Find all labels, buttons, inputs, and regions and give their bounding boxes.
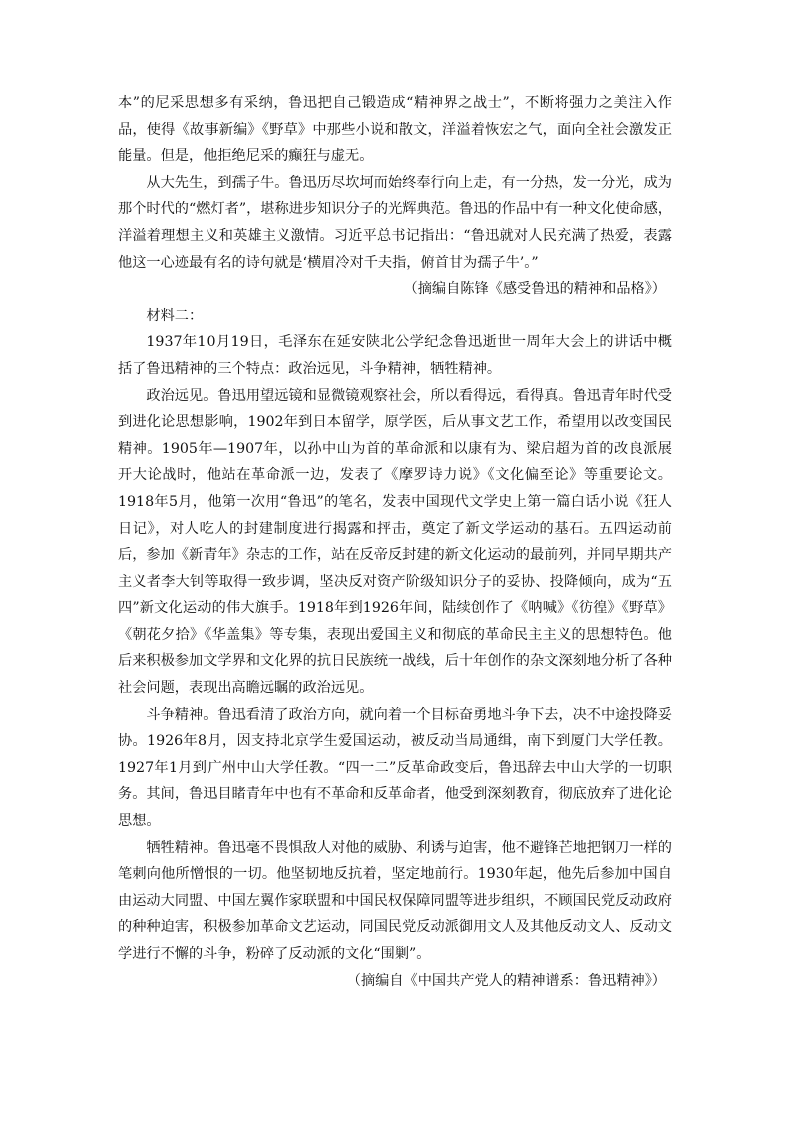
source-citation: （摘编自陈锋《感受鲁迅的精神和品格》） — [403, 281, 666, 298]
paragraph-body: 牺牲精神。鲁迅毫不畏惧敌人对他的威胁、利诱与迫害，他不避锋芒地把钢刀一样的笔刺向他所憎恨的一切。他坚韧地反抗着，坚定地前行。1930年起，他先后参加中国自由运动大同盟、中国左翼作家联盟和中国民权保障同盟等进步组织，不顾国民党反动政府的种种迫害，积极参加革命文艺运动，同国民党反动派御用文人及其他反动文人、反动文学进行不懈的斗争，粉碎了反动派的文化“围剿”。 — [118, 839, 672, 962]
paragraph-continuation: 本”的尼采思想多有采纳，鲁迅把自己锻造成“精神界之战士”，不断将强力之美注入作品，使得《故事新编》《野草》中那些小说和散文，洋溢着恢宏之气，面向全社会激发正能量。但是，他拒绝尼采的癫狂与虚无。 — [118, 95, 672, 165]
source-citation: （摘编自《中国共产党人的精神谱系：鲁迅精神》） — [346, 972, 666, 989]
paragraph-body: 斗争精神。鲁迅看清了政治方向，就向着一个目标奋勇地斗争下去，决不中途投降妥协。1926年8月，因支持北京学生爱国运动，被反动当局通缉，南下到厦门大学任教。1927年1月到广州中山大学任教。“四一二”反革命政变后，鲁迅辞去中山大学的一切职务。其间，鲁迅目睹青年中也有不革命和反革命者，他受到深刻教育，彻底放弃了进化论思想。 — [118, 706, 672, 830]
document-page — [118, 90, 672, 994]
section-heading: 材料二： — [146, 307, 204, 324]
paragraph-body: 1937年10月19日，毛泽东在延安陕北公学纪念鲁迅逝世一周年大会上的讲话中概括了鲁迅精神的三个特点：政治远见，斗争精神，牺牲精神。 — [118, 334, 672, 377]
paragraph-body: 政治远见。鲁迅用望远镜和显微镜观察社会，所以看得远，看得真。鲁迅青年时代受到进化论思想影响，1902年到日本留学，原学医，后从事文艺工作，希望用以改变国民精神。1905年—1907年，以孙中山为首的革命派和以康有为、梁启超为首的改良派展开大论战时，他站在革命派一边，发表了《摩罗诗力说》《文化偏至论》等重要论文。1918年5月，他第一次用“鲁迅”的笔名，发表中国现代文学史上第一篇白话小说《狂人日记》，对人吃人的封建制度进行揭露和抨击，奠定了新文学运动的基石。五四运动前后，参加《新青年》杂志的工作，站在反帝反封建的新文化运动的最前列，并同早期共产主义者李大钊等取得一致步调，坚决反对资产阶级知识分子的妥协、投降倾向，成为“五四”新文化运动的伟大旗手。1918年到1926年间，陆续创作了《呐喊》《彷徨》《野草》《朝花夕拾》《华盖集》等专集，表现出爱国主义和彻底的革命民主主义的思想特色。他后来积极参加文学界和文化界的抗日民族统一战线，后十年创作的杂文深刻地分析了各种社会问题，表现出高瞻远瞩的政治远见。 — [118, 387, 672, 697]
paragraph-body: 从大先生，到孺子牛。鲁迅历尽坎坷而始终奉行向上走，有一分热，发一分光，成为那个时代的“燃灯者”，堪称进步知识分子的光辉典范。鲁迅的作品中有一种文化使命感，洋溢着理想主义和英雄主义激情。习近平总书记指出：“鲁迅就对人民充满了热爱，表露他这一心迹最有名的诗句就是‘横眉冷对千夫指，俯首甘为孺子牛’。” — [118, 174, 672, 271]
